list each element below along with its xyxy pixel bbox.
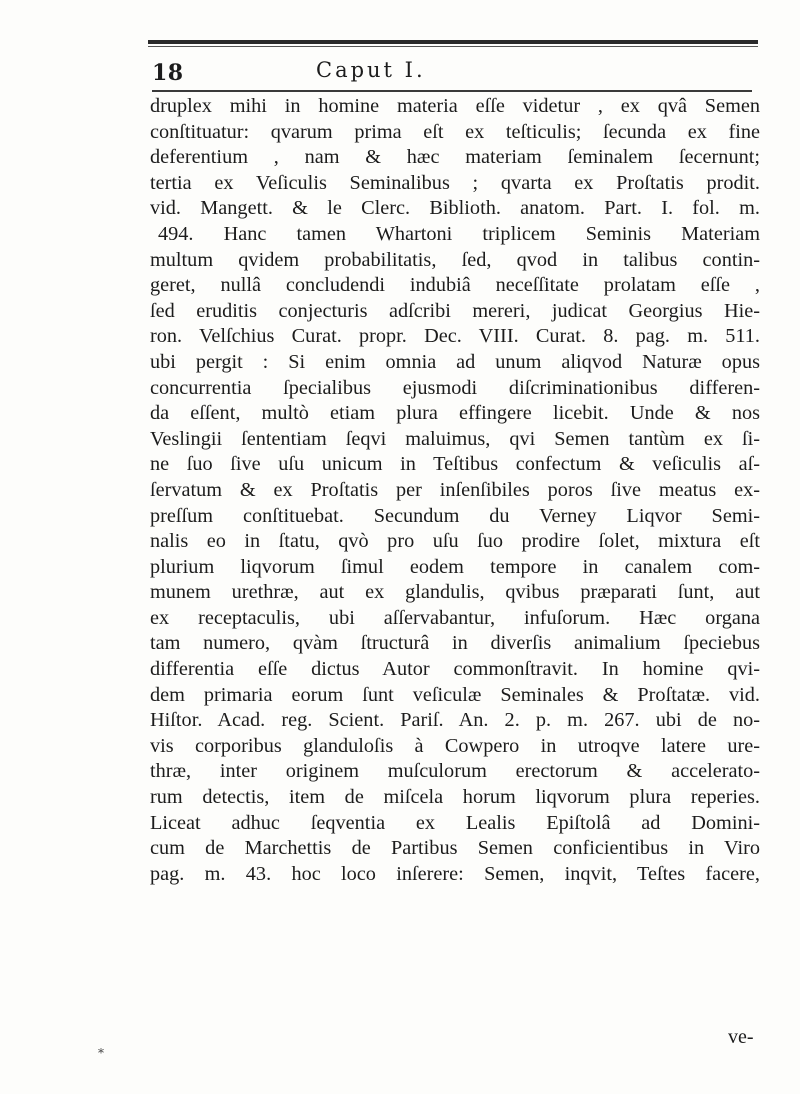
text-line: cum de Marchettis de Partibus Semen conficientibus in Viro — [150, 837, 760, 860]
text-line: geret, nullâ concludendi indubiâ neceſſitate prolatam eſſe , — [150, 274, 760, 297]
text-line: plurium liqvorum ſimul eodem tempore in canalem com- — [150, 555, 760, 578]
page-number: 18 — [152, 60, 184, 86]
text-line: munem urethræ, aut ex glandulis, qvibus præparati ſunt, aut — [150, 581, 760, 604]
body-text — [150, 94, 760, 887]
text-line: conſtituatur: qvarum prima eſt ex teſticulis; ſecunda ex fine — [150, 120, 760, 143]
top-border-rule — [148, 40, 758, 44]
text-line: vis corporibus glanduloſis à Cowpero in utroqve latere ure- — [150, 734, 760, 757]
top-border-hairline — [148, 46, 758, 47]
text-line: rum detectis, item de miſcela horum liqvorum plura reperies. — [150, 786, 760, 809]
text-line: deferentium , nam & hæc materiam ſeminalem ſecernunt; — [150, 146, 760, 169]
text-line: druplex mihi in homine materia eſſe videtur , ex qvâ Semen — [150, 95, 760, 117]
text-line: da eſſent, multò etiam plura effingere licebit. Unde & nos — [150, 402, 760, 425]
running-head: Caput I. — [316, 58, 426, 82]
text-line: 494. Hanc tamen Whartoni triplicem Seminis Materiam — [158, 222, 760, 245]
text-line: pag. m. 43. hoc loco inſerere: Semen, inqvit, Teſtes facere, — [150, 862, 760, 885]
text-line: ſervatum & ex Proſtatis per inſenſibiles poros ſive meatus ex- — [150, 478, 760, 501]
page-header — [152, 56, 752, 86]
text-line: thræ, inter originem muſculorum erectorum & accelerato- — [150, 760, 760, 783]
text-line: ne ſuo ſive uſu unicum in Teſtibus confectum & veſiculis aſ- — [150, 453, 760, 476]
text-line: ex receptaculis, ubi aſſervabantur, infuſorum. Hæc organa — [150, 606, 760, 629]
text-line: multum qvidem probabilitatis, ſed, qvod in talibus contin- — [150, 248, 760, 271]
text-line: concurrentia ſpecialibus ejusmodi diſcriminationibus differen- — [150, 376, 760, 399]
margin-mark: * — [98, 1046, 104, 1060]
text-line: nalis eo in ſtatu, qvò pro uſu ſuo prodire ſolet, mixtura eſt — [150, 530, 760, 553]
text-line: preſſum conſtituebat. Secundum du Verney Liqvor Semi- — [150, 504, 760, 527]
text-line: Hiſtor. Acad. reg. Scient. Pariſ. An. 2. p. m. 267. ubi de no- — [150, 709, 760, 732]
text-line: ubi pergit : Si enim omnia ad unum aliqvod Naturæ opus — [150, 350, 760, 373]
text-line: dem primaria eorum ſunt veſiculæ Seminales & Proſtatæ. vid. — [150, 683, 760, 706]
text-line: tertia ex Veſiculis Seminalibus ; qvarta ex Proſtatis prodit. — [150, 171, 760, 194]
text-line: Liceat adhuc ſeqventia ex Lealis Epiſtolâ ad Domini- — [150, 811, 760, 834]
header-rule — [152, 90, 752, 92]
text-line: ſed eruditis conjecturis adſcribi mereri, judicat Georgius Hie- — [150, 299, 760, 322]
catchword: ve- — [728, 1026, 754, 1048]
text-line: Veslingii ſententiam ſeqvi maluimus, qvi Semen tantùm ex ſi- — [150, 427, 760, 450]
text-line: vid. Mangett. & le Clerc. Biblioth. anatom. Part. I. fol. m. — [150, 197, 760, 220]
text-line: tam numero, qvàm ſtructurâ in diverſis animalium ſpeciebus — [150, 632, 760, 655]
text-line: ron. Velſchius Curat. propr. Dec. VIII. Curat. 8. pag. m. 511. — [150, 325, 760, 348]
text-line: differentia eſſe dictus Autor commonſtravit. In homine qvi- — [150, 658, 760, 681]
